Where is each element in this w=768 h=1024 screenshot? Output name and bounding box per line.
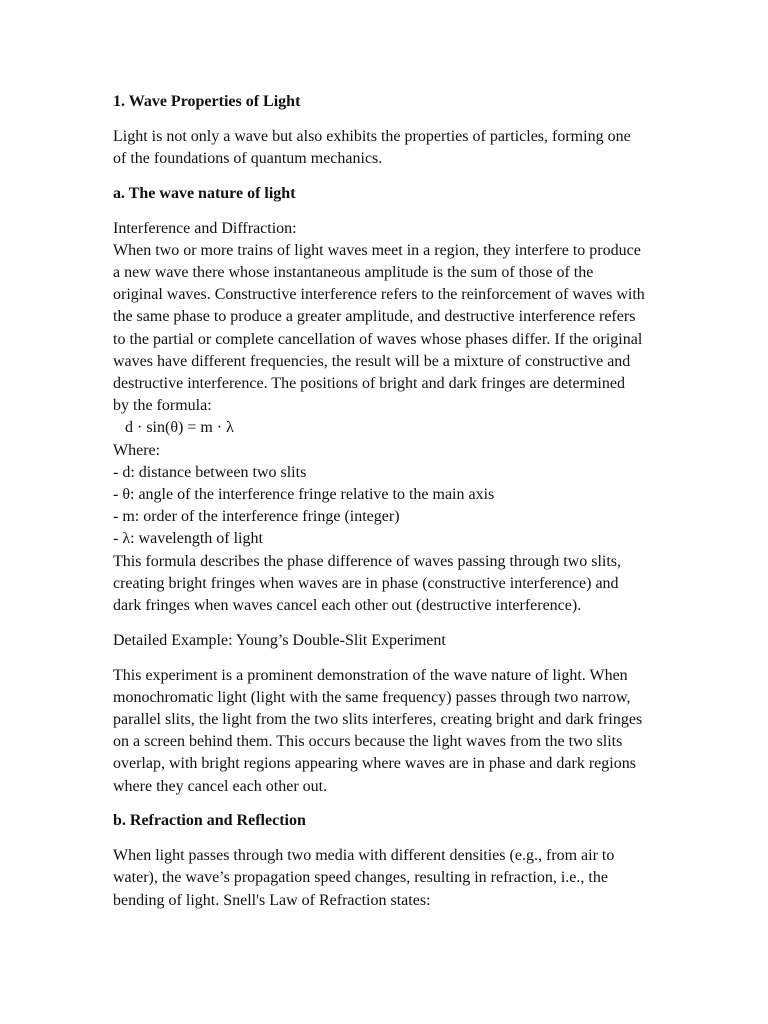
paragraph-line: to the partial or complete cancellation of waves whose phases differ. If the original	[113, 330, 643, 348]
paragraph-line: dark fringes when waves cancel each other out (destructive interference).	[113, 597, 582, 615]
paragraph-line: Light is not only a wave but also exhibits the properties of particles, forming one	[113, 127, 631, 145]
paragraph-line: of the foundations of quantum mechanics.	[113, 150, 383, 167]
paragraph-line: bending of light. Snell's Law of Refraction states:	[113, 891, 431, 909]
paragraph-line: monochromatic light (light with the same frequency) passes through two narrow,	[113, 688, 631, 706]
definition-item: - m: order of the interference fringe (integer)	[113, 508, 400, 526]
paragraph-line: destructive interference. The positions of bright and dark fringes are determined	[113, 375, 625, 393]
paragraph-line: When two or more trains of light waves meet in a region, they interfere to produce	[113, 241, 641, 259]
paragraph-line: overlap, with bright regions appearing where waves are in phase and dark regions	[113, 755, 636, 773]
paragraph-line: on a screen behind them. This occurs because the light waves from the two slits	[113, 733, 623, 751]
paragraph-line: where they cancel each other out.	[113, 777, 328, 795]
definition-item: - λ: wavelength of light	[113, 530, 263, 548]
intro-paragraph	[113, 126, 673, 170]
definition-item: - θ: angle of the interference fringe relative to the main axis	[113, 486, 495, 504]
paragraph-line: creating bright fringes when waves are in phase (constructive interference) and	[113, 574, 619, 592]
where-label: Where:	[113, 441, 161, 459]
paragraph-line: When light passes through two media with different densities (e.g., from air to	[113, 847, 615, 865]
subsection-heading-wave-nature: a. The wave nature of light	[113, 184, 296, 202]
paragraph-line: This experiment is a prominent demonstration of the wave nature of light. When	[113, 666, 628, 684]
paragraph-line: a new wave there whose instantaneous amplitude is the sum of those of the	[113, 264, 594, 281]
subsection-heading-refraction: b. Refraction and Reflection	[113, 812, 306, 830]
paragraph-line: waves have different frequencies, the result will be a mixture of constructive and	[113, 352, 631, 370]
interference-label: Interference and Diffraction:	[113, 219, 297, 237]
example-paragraph	[113, 665, 673, 798]
formula: d · sin(θ) = m · λ	[125, 419, 234, 437]
paragraph-line: by the formula:	[113, 397, 212, 415]
document-page	[113, 91, 673, 912]
paragraph-line: This formula describes the phase difference of waves passing through two slits,	[113, 552, 622, 570]
section-heading: 1. Wave Properties of Light	[113, 93, 301, 110]
interference-paragraph	[113, 218, 673, 618]
definition-item: - d: distance between two slits	[113, 463, 307, 481]
paragraph-line: the same phase to produce a greater amplitude, and destructive interference refers	[113, 308, 636, 326]
paragraph-line: parallel slits, the light from the two slits interferes, creating bright and dark fringes	[113, 711, 643, 729]
example-title: Detailed Example: Young’s Double-Slit Experiment	[113, 631, 446, 649]
paragraph-line: original waves. Constructive interference refers to the reinforcement of waves with	[113, 286, 645, 304]
refraction-paragraph	[113, 845, 673, 912]
paragraph-line: water), the wave’s propagation speed changes, resulting in refraction, i.e., the	[113, 869, 608, 887]
